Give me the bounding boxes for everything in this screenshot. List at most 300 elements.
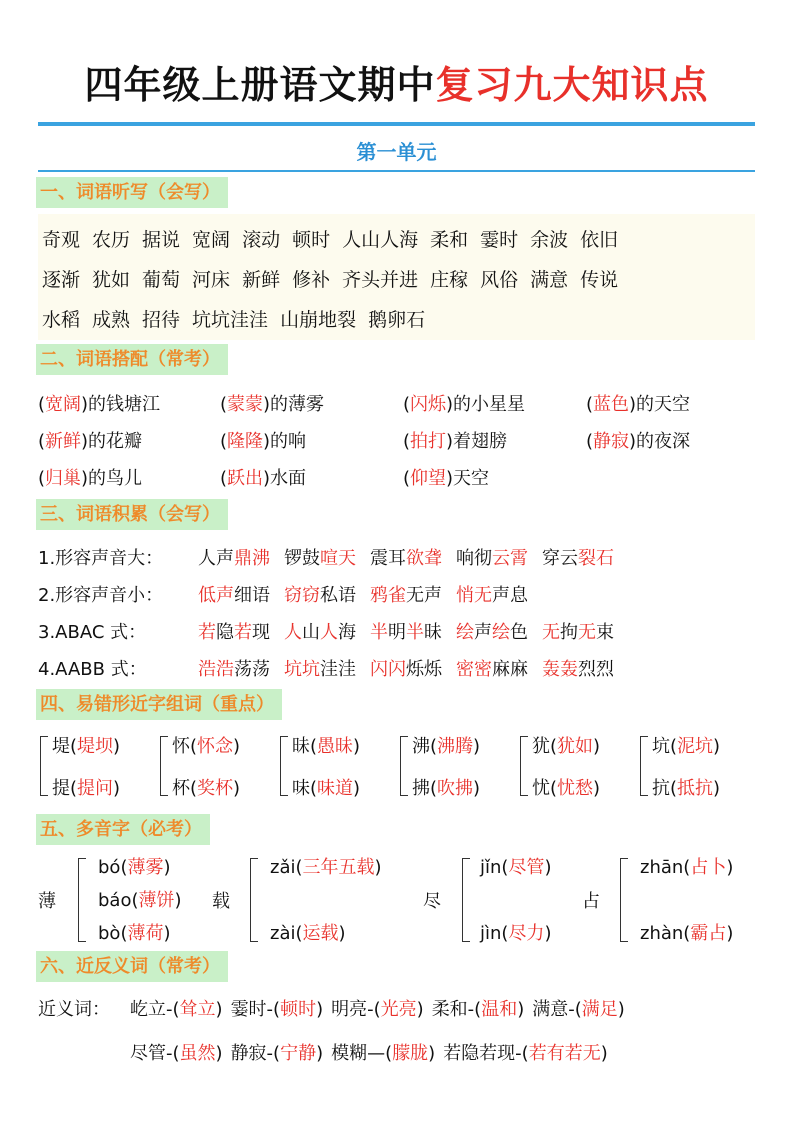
paren: ) [174,890,182,911]
char: 味 [292,778,310,799]
synonym-word: 霎时-( [230,999,281,1020]
idiom-highlight: 低声 [198,585,234,606]
page-title [0,54,793,109]
section-heading-accumulation: 三、词语积累（会写） [36,499,228,530]
accumulation-label: 3.ABAC 式： [38,622,147,643]
paren: ) [544,857,552,878]
idiom [284,548,356,569]
paren: ( [550,736,558,757]
polyphone-reading [98,886,182,912]
example-word: 三年五载 [302,857,375,878]
paren: ) [544,923,552,944]
synonym-pair [532,999,625,1020]
char: 沸 [412,736,430,757]
polyphone-reading [480,853,551,879]
synonym-pair [130,1043,223,1064]
synonym-answer: 宁静 [280,1043,317,1064]
word: 犹如 [557,736,594,757]
paren: ) [593,778,601,799]
similar-char-line [292,732,360,758]
dictation-word: 葡萄 [142,269,181,291]
polyphone-reading [270,853,382,879]
paren: ( [550,778,558,799]
matching-item [403,427,507,453]
matching-item [38,390,160,416]
pinyin: zài( [270,923,303,944]
example-word: 薄饼 [138,890,175,911]
dictation-word: 农历 [92,229,131,251]
dictation-word: 齐头并进 [342,269,419,291]
synonym-answer: 温和 [481,999,518,1020]
brace [250,858,258,942]
paren: ) [473,736,481,757]
idiom-highlight: 无 [542,622,560,643]
matching-rest: )的夜深 [629,431,691,452]
synonyms-label: 近义词： [38,999,110,1020]
polyphone-char: 尽 [423,891,441,912]
idiom-part: 声 [474,622,492,643]
idiom-highlight: 云霄 [492,548,528,569]
paren: ) [428,1043,436,1064]
matching-answer: 闪烁 [410,394,447,415]
accumulation-label: 2.形容声音小： [38,585,164,606]
polyphone-char: 薄 [38,891,56,912]
matching-answer: 拍打 [410,431,447,452]
brace [160,736,168,796]
idiom-part: 现 [252,622,270,643]
word: 堤坝 [77,736,114,757]
section-heading-similar-chars: 四、易错形近字组词（重点） [36,689,282,720]
idiom-part: 洼洼 [320,659,356,680]
synonym-word: 尽管-( [130,1043,180,1064]
word: 抵抗 [677,778,714,799]
brace [462,858,470,942]
paren: ) [316,999,324,1020]
idiom-part: 昧 [424,622,442,643]
brace [620,858,628,942]
dictation-word: 滚动 [242,229,281,251]
section-heading-dictation: 一、词语听写（会写） [36,177,228,208]
paren: ) [215,1043,223,1064]
matching-item [38,427,142,453]
synonym-word: 屹立-( [130,999,180,1020]
paren: ) [617,999,625,1020]
synonym-answer: 耸立 [179,999,216,1020]
dictation-word: 犹如 [92,269,131,291]
idiom-part: 明 [388,622,406,643]
polyphone-reading [98,919,171,945]
dictation-word: 鹅卵石 [368,309,426,331]
idiom-highlight: 无 [578,622,596,643]
word: 愚昧 [317,736,354,757]
unit-divider [38,170,755,172]
dictation-row [42,220,751,260]
section-heading-matching: 二、词语搭配（常考） [36,344,228,375]
paren: ) [163,923,171,944]
matching-rest: )着翅膀 [446,431,508,452]
paren: ) [113,778,121,799]
paren: ) [163,857,171,878]
dictation-word: 传说 [580,269,619,291]
matching-open: ( [38,468,46,489]
idiom-part: 荡荡 [234,659,270,680]
brace [78,858,86,942]
synonym-pair [331,999,424,1020]
similar-char-line [532,774,600,800]
idiom [198,622,270,643]
matching-answer: 宽阔 [45,394,82,415]
paren: ( [70,778,78,799]
matching-answer: 蓝色 [593,394,630,415]
char: 昧 [292,736,310,757]
idiom-highlight: 若 [198,622,216,643]
synonyms-row-1 [130,995,633,1021]
idiom-part: 烁烁 [406,659,442,680]
idiom [542,548,614,569]
matching-answer: 蒙蒙 [227,394,264,415]
idiom [198,548,270,569]
similar-char-line [52,732,120,758]
idiom-part: 拘 [560,622,578,643]
brace [640,736,648,796]
idiom-part: 细语 [234,585,270,606]
matching-open: ( [220,431,228,452]
synonym-answer: 满足 [581,999,618,1020]
paren: ) [593,736,601,757]
matching-open: ( [403,394,411,415]
paren: ) [713,736,721,757]
dictation-row [42,300,751,340]
paren: ( [190,778,198,799]
idiom [542,622,614,643]
matching-rest: )的响 [263,431,307,452]
example-word: 占卜 [690,857,727,878]
accumulation-row [38,544,628,570]
idiom-part: 声息 [492,585,528,606]
paren: ( [310,736,318,757]
paren: ( [430,778,438,799]
matching-rest: )水面 [263,468,307,489]
synonym-pair [130,999,223,1020]
char: 拂 [412,778,430,799]
matching-item [586,390,690,416]
idiom-part: 响彻 [456,548,492,569]
char: 抗 [652,778,670,799]
idiom-part: 震耳 [370,548,406,569]
dictation-word: 奇观 [42,229,81,251]
pinyin: zǎi( [270,857,303,878]
idiom-highlight: 喧天 [320,548,356,569]
paren: ) [713,778,721,799]
synonym-word: 明亮-( [331,999,381,1020]
idiom [542,659,614,680]
dictation-word: 新鲜 [242,269,281,291]
paren: ) [353,778,361,799]
paren: ( [310,778,318,799]
matching-answer: 归巢 [45,468,82,489]
dictation-word: 水稻 [42,309,81,331]
idiom-highlight: 窃窃 [284,585,320,606]
idiom [370,659,442,680]
paren: ) [726,857,734,878]
matching-rest: )的薄雾 [263,394,325,415]
idiom-part: 海 [338,622,356,643]
synonym-word: 满意-( [532,999,582,1020]
idiom-part: 麻麻 [492,659,528,680]
idiom-highlight: 鼎沸 [234,548,270,569]
char: 犹 [532,736,550,757]
paren: ( [670,736,678,757]
pinyin: bò( [98,923,128,944]
paren: ) [113,736,121,757]
idiom-highlight: 密密 [456,659,492,680]
idiom [198,585,270,606]
similar-char-line [172,774,240,800]
idiom-part: 束 [596,622,614,643]
matching-open: ( [403,431,411,452]
polyphone-reading [98,853,171,879]
paren: ) [233,736,241,757]
matching-item [220,390,324,416]
idiom [456,585,528,606]
word: 奖杯 [197,778,234,799]
synonym-answer: 朦胧 [392,1043,429,1064]
char: 堤 [52,736,70,757]
example-word: 薄雾 [127,857,164,878]
example-word: 薄荷 [127,923,164,944]
idiom-highlight: 鸦雀 [370,585,406,606]
idiom [284,585,356,606]
char: 坑 [652,736,670,757]
matching-answer: 隆隆 [227,431,264,452]
synonyms-row-2 [130,1039,616,1065]
accumulation-row [38,618,628,644]
matching-item [220,427,306,453]
polyphone-reading [640,919,733,945]
synonym-word: 静寂-( [230,1043,281,1064]
dictation-word: 依旧 [580,229,619,251]
matching-open: ( [38,431,46,452]
dictation-word: 庄稼 [430,269,469,291]
idiom-part: 私语 [320,585,356,606]
pinyin: jǐn( [480,857,509,878]
dictation-word: 人山人海 [342,229,419,251]
dictation-word: 河床 [192,269,231,291]
synonym-word: 柔和-( [431,999,482,1020]
unit-heading: 第一单元 [356,140,437,164]
char: 杯 [172,778,190,799]
matching-rest: )的鸟儿 [81,468,143,489]
paren: ) [416,999,424,1020]
synonym-word: 若隐若现-( [443,1043,529,1064]
idiom-highlight: 闪闪 [370,659,406,680]
example-word: 霸占 [690,923,727,944]
paren: ( [430,736,438,757]
dictation-word: 成熟 [92,309,131,331]
matching-rest: )的小星星 [446,394,526,415]
idiom [284,622,356,643]
polyphone-reading [480,919,551,945]
matching-answer: 新鲜 [45,431,82,452]
title-red: 复习九大知识点 [435,63,709,107]
idiom [370,585,442,606]
matching-answer: 静寂 [593,431,630,452]
brace [400,736,408,796]
paren: ) [338,923,346,944]
similar-char-line [292,774,360,800]
dictation-word: 招待 [142,309,181,331]
synonym-pair [432,999,525,1020]
example-word: 尽力 [508,923,545,944]
paren: ) [600,1043,608,1064]
paren: ) [215,999,223,1020]
word: 提问 [77,778,114,799]
word: 怀念 [197,736,234,757]
idiom-highlight: 欲聋 [406,548,442,569]
pinyin: zhàn( [640,923,691,944]
polyphone-char: 载 [212,891,230,912]
dictation-row [42,260,751,300]
idiom-part: 穿云 [542,548,578,569]
idiom [456,659,528,680]
dictation-word: 宽阔 [192,229,231,251]
synonym-answer: 顿时 [280,999,317,1020]
idiom-part: 色 [510,622,528,643]
dictation-word: 满意 [530,269,569,291]
matching-rest: )的天空 [629,394,691,415]
dictation-word: 逐渐 [42,269,81,291]
idiom-highlight: 人 [284,622,302,643]
matching-answer: 仰望 [410,468,447,489]
polyphone-char: 占 [582,891,600,912]
brace [40,736,48,796]
idiom-highlight: 若 [234,622,252,643]
idiom [370,622,442,643]
idiom-highlight: 半 [406,622,424,643]
idiom-part: 人声 [198,548,234,569]
idiom-highlight: 绘 [492,622,510,643]
paren: ) [233,778,241,799]
matching-item [38,464,142,490]
matching-rest: )的钱塘江 [81,394,161,415]
pinyin: báo( [98,890,139,911]
dictation-word: 坑坑洼洼 [192,309,269,331]
matching-rest: )的花瓣 [81,431,143,452]
paren: ( [70,736,78,757]
dictation-word: 霎时 [480,229,519,251]
paren: ) [316,1043,324,1064]
synonym-answer: 若有若无 [528,1043,601,1064]
title-black: 四年级上册语文期中 [84,63,436,107]
idiom [284,659,356,680]
synonym-answer: 光亮 [380,999,417,1020]
accumulation-label: 1.形容声音大： [38,548,164,569]
polyphone-reading [640,853,733,879]
word: 吹拂 [437,778,474,799]
matching-item [403,464,489,490]
dictation-word: 修补 [292,269,331,291]
idiom [456,622,528,643]
brace [520,736,528,796]
section-heading-polyphones: 五、多音字（必考） [36,814,210,845]
idiom-highlight: 人 [320,622,338,643]
char: 怀 [172,736,190,757]
dictation-word: 据说 [142,229,181,251]
word: 味道 [317,778,354,799]
matching-rest: )天空 [446,468,490,489]
matching-open: ( [38,394,46,415]
matching-item [586,427,690,453]
similar-char-line [412,732,480,758]
idiom-part: 无声 [406,585,442,606]
similar-char-line [532,732,600,758]
dictation-word: 柔和 [430,229,469,251]
pinyin: bó( [98,857,128,878]
idiom-highlight: 裂石 [578,548,614,569]
char: 忧 [532,778,550,799]
synonym-pair [331,1043,435,1064]
paren: ( [190,736,198,757]
dictation-box [38,214,755,340]
similar-char-line [52,774,120,800]
char: 提 [52,778,70,799]
matching-open: ( [586,431,594,452]
polyphone-reading [270,919,346,945]
dictation-word: 山崩地裂 [280,309,357,331]
pinyin: zhān( [640,857,691,878]
similar-char-line [652,732,720,758]
idiom-highlight: 半 [370,622,388,643]
synonym-pair [231,999,324,1020]
idiom-highlight: 绘 [456,622,474,643]
title-divider [38,122,755,126]
dictation-word: 风俗 [480,269,519,291]
idiom-part: 山 [302,622,320,643]
section-heading-synonyms: 六、近反义词（常考） [36,951,228,982]
paren: ( [670,778,678,799]
pinyin: jìn( [480,923,509,944]
paren: ) [353,736,361,757]
synonym-word: 模糊—( [331,1043,393,1064]
matching-open: ( [220,468,228,489]
idiom-highlight: 轰轰 [542,659,578,680]
synonym-answer: 虽然 [179,1043,216,1064]
synonym-pair [231,1043,324,1064]
matching-open: ( [586,394,594,415]
dictation-word: 顿时 [292,229,331,251]
paren: ) [374,857,382,878]
idiom-highlight: 悄无 [456,585,492,606]
brace [280,736,288,796]
word: 泥坑 [677,736,714,757]
example-word: 运载 [302,923,339,944]
matching-item [220,464,306,490]
accumulation-row [38,655,628,681]
example-word: 尽管 [508,857,545,878]
idiom-highlight: 浩浩 [198,659,234,680]
similar-char-line [412,774,480,800]
matching-answer: 跃出 [227,468,264,489]
word: 忧愁 [557,778,594,799]
idiom-part: 烈烈 [578,659,614,680]
synonym-pair [443,1043,608,1064]
paren: ) [473,778,481,799]
word: 沸腾 [437,736,474,757]
idiom-highlight: 坑坑 [284,659,320,680]
paren: ) [726,923,734,944]
dictation-word: 余波 [530,229,569,251]
matching-open: ( [403,468,411,489]
